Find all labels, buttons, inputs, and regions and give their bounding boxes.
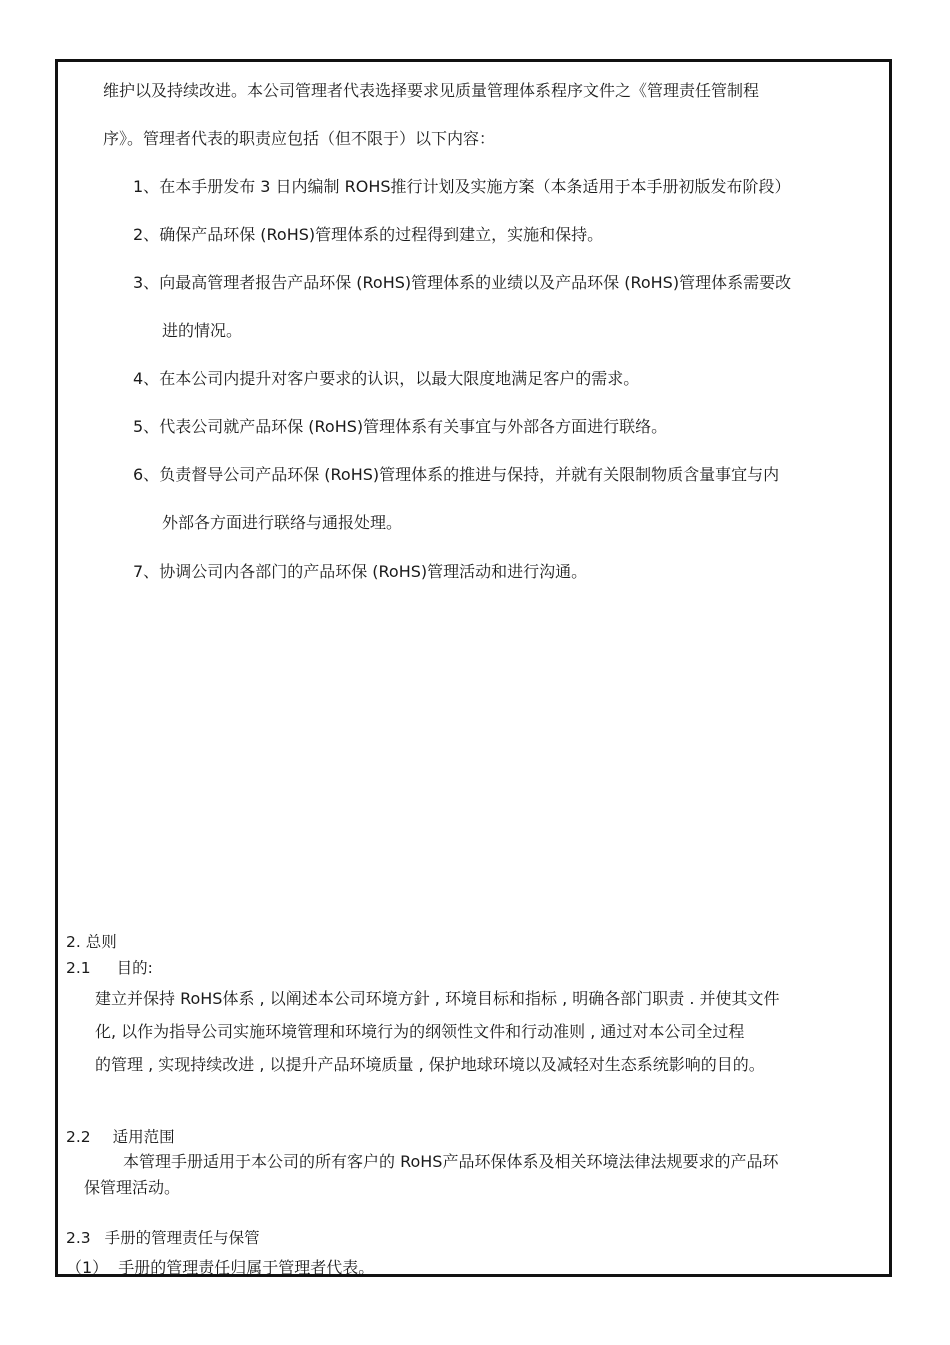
- item-text: 向最高管理者报告产品环保 (RoHS)管理体系的业绩以及产品环保 (RoHS)管理体系需要改: [159, 273, 792, 292]
- item-text: 确保产品环保 (RoHS)管理体系的过程得到建立，实施和保持。: [159, 225, 604, 244]
- intro-line-2: 序》。管理者代表的职责应包括（但不限于）以下内容：: [103, 129, 496, 148]
- item-text: 手册的管理责任归属于管理者代表。: [118, 1258, 375, 1277]
- list-item: [66, 1257, 374, 1279]
- item-number: 7、: [133, 562, 160, 581]
- list-item: [133, 561, 587, 583]
- paragraph-line: 化, 以作为指导公司实施环境管理和环境行为的纲领性文件和行动准则 , 通过对本公司全过程: [95, 1022, 745, 1041]
- item-number: 4、: [133, 369, 160, 388]
- list-item: [133, 176, 791, 198]
- item-continuation: 外部各方面进行联络与通报处理。: [162, 513, 403, 532]
- intro-line-1: 维护以及持续改进。本公司管理者代表选择要求见质量管理体系程序文件之《管理责任管制程: [103, 81, 760, 100]
- section-2-1-heading: [66, 957, 153, 979]
- item-number: 5、: [133, 417, 160, 436]
- list-item: [133, 368, 639, 390]
- paragraph-line: 保管理活动。: [84, 1178, 181, 1197]
- item-number: 6、: [133, 465, 160, 484]
- list-item: [133, 416, 667, 438]
- paragraph-line: 本管理手册适用于本公司的所有客户的 RoHS产品环保体系及相关环境法律法规要求的产品环: [123, 1152, 779, 1171]
- list-item: [133, 464, 779, 486]
- section-2-2-heading: [66, 1126, 175, 1148]
- list-item: [133, 272, 791, 294]
- section-number: 2.3: [66, 1229, 91, 1247]
- paragraph-line: 的管理 , 实现持续改进 , 以提升产品环境质量 , 保护地球环境以及减轻对生态系统影响的目的。: [95, 1055, 765, 1074]
- section-title: 目的:: [116, 959, 153, 977]
- item-text: 在本公司内提升对客户要求的认识，以最大限度地满足客户的需求。: [159, 369, 640, 388]
- section-title: 适用范围: [112, 1128, 175, 1146]
- item-number: 3、: [133, 273, 160, 292]
- item-number: 1、: [133, 177, 160, 196]
- section-2-3-heading: [66, 1227, 260, 1249]
- section-title: 手册的管理责任与保管: [104, 1229, 260, 1247]
- section-number: 2.1: [66, 959, 91, 977]
- item-text: 代表公司就产品环保 (RoHS)管理体系有关事宜与外部各方面进行联络。: [159, 417, 668, 436]
- item-text: 负责督导公司产品环保 (RoHS)管理体系的推进与保持，并就有关限制物质含量事宜与内: [159, 465, 780, 484]
- item-text: 在本手册发布 3 日内编制 ROHS推行计划及实施方案（本条适用于本手册初版发布阶段）: [159, 177, 791, 196]
- item-number: 2、: [133, 225, 160, 244]
- list-item: [133, 224, 603, 246]
- item-text: 协调公司内各部门的产品环保 (RoHS)管理活动和进行沟通。: [159, 562, 588, 581]
- section-number: 2.2: [66, 1128, 91, 1146]
- paragraph-line: 建立并保持 RoHS体系 , 以阐述本公司环境方針 , 环境目标和指标 , 明确各部门职责 . 并使其文件: [95, 989, 780, 1008]
- item-number: （1）: [66, 1258, 109, 1277]
- item-continuation: 进的情况。: [162, 321, 243, 340]
- section-heading-general: 2. 总则: [66, 933, 117, 951]
